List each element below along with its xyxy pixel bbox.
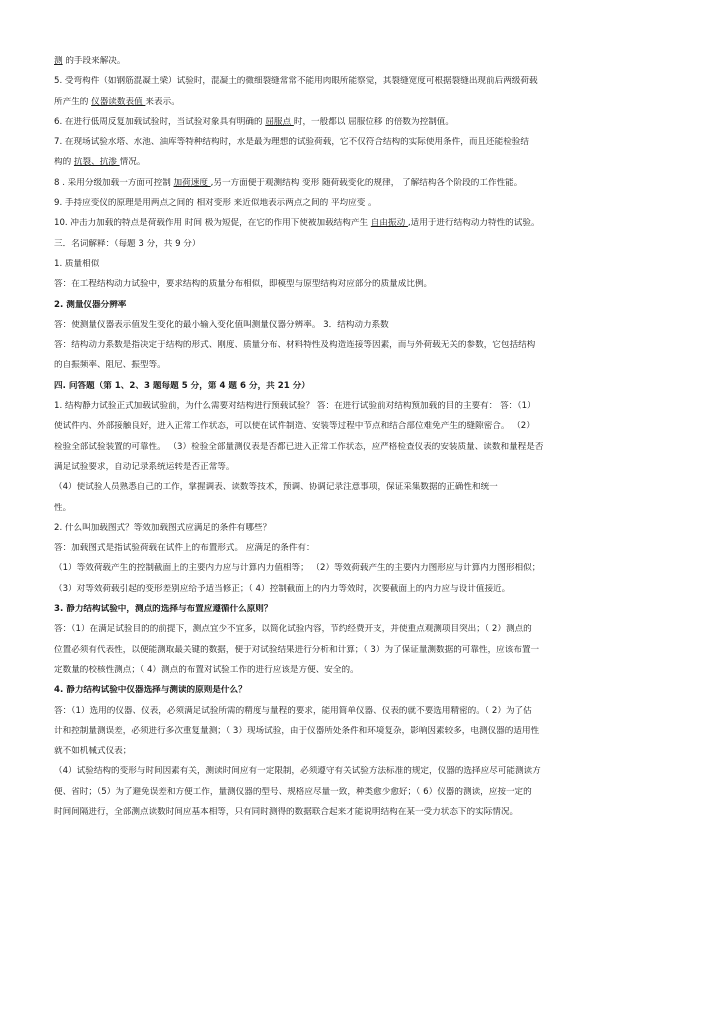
text-line xyxy=(54,685,672,696)
text-run: （4）试验结构的变形与时间因素有关，测读时间应有一定限制，必须遵守有关试验方法标准的规定，仪器的选择应尽可能测读方 xyxy=(54,766,541,777)
text-run: 就不如机械式仪表； xyxy=(54,746,132,757)
text-run: 时，一般都以 屈服位移 的倍数为控制值。 xyxy=(293,116,454,127)
text-line xyxy=(54,218,672,229)
text-run: 答：结构动力系数是指决定于结构的形式、刚度、质量分布、材料特性及构造连接等因素，而与外荷载无关的参数，它包括结构 xyxy=(54,340,536,351)
text-run: 来表示。 xyxy=(145,96,180,107)
text-run: 8 . 采用分级加载一方面可控制 xyxy=(54,177,174,188)
text-line xyxy=(54,543,672,554)
text-line xyxy=(54,624,672,635)
text-run: 答：（1）在满足试验目的的前提下，测点宜少不宜多，以简化试验内容，节约经费开支，并使重点观测项目突出；（ 2）测点的 xyxy=(54,624,532,635)
text-run: 3. 静力结构试验中，测点的选择与布置应遵循什么原则？ xyxy=(54,604,273,615)
text-line xyxy=(54,807,672,818)
text-line xyxy=(54,360,672,371)
text-line xyxy=(54,645,672,656)
text-run: 答：加载图式是指试验荷载在试件上的布置形式。 应满足的条件有： xyxy=(54,543,315,554)
text-run: 使试件内、外部接触良好，进入正常工作状态，可以使在试件制造、安装等过程中节点和结合部位难免产生的缝隙密合。 （2） xyxy=(54,421,535,432)
text-run: 5. 受弯构件（如钢筋混凝土梁）试验时，混凝土的微细裂缝常常不能用肉眼所能察觉，其裂缝宽度可根据裂缝出现前后两级荷载 xyxy=(54,76,538,87)
text-run: 性。 xyxy=(54,502,72,513)
text-line xyxy=(54,746,672,757)
text-run: 四. 问答题（第 1、2、3 题每题 5 分，第 4 题 6 分，共 21 分） xyxy=(54,380,310,391)
text-line xyxy=(54,97,672,108)
text-run: 答：（1）选用的仪器、仪表，必须满足试验所需的精度与量程的要求，能用简单仪器、仪表的就不要选用精密的。（ 2）为了估 xyxy=(54,705,532,716)
text-line xyxy=(54,462,672,473)
text-line xyxy=(54,76,672,87)
text-line xyxy=(54,442,672,453)
text-run: （1）等效荷载产生的控制截面上的主要内力应与计算内力值相等； （2）等效荷载产生的主要内力图形应与计算内力图形相似； xyxy=(54,563,541,574)
text-line xyxy=(54,239,672,250)
text-line xyxy=(54,665,672,676)
text-line xyxy=(54,523,672,534)
text-line xyxy=(54,482,672,493)
text-run: 的自振频率、阻尼、振型等。 xyxy=(54,360,166,371)
text-run: 答：在工程结构动力试验中，要求结构的质量分布相似，即模型与原型结构对应部分的质量成比例。 xyxy=(54,279,433,290)
text-line xyxy=(54,340,672,351)
text-run: 满足试验要求，自动记录系统运转是否正常等。 xyxy=(54,461,235,472)
underlined-answer: 仪器读数表值 xyxy=(91,96,146,107)
text-line xyxy=(54,279,672,290)
underlined-answer: 抗裂、抗渗 xyxy=(73,157,120,168)
underlined-answer: 加荷速度 xyxy=(173,177,211,188)
text-run: 情况。 xyxy=(119,157,146,168)
text-run: 9. 手持应变仪的原理是用两点之间的 相对变形 来近似地表示两点之间的 平均应变 。 xyxy=(54,198,377,209)
text-line xyxy=(54,320,672,331)
text-line xyxy=(54,178,672,189)
text-run: （3）对等效荷载引起的变形差别应给予适当修正；（ 4）控制截面上的内力等效时，次要截面上的内力应与设计值接近。 xyxy=(54,583,511,594)
text-line xyxy=(54,401,672,412)
text-line xyxy=(54,259,672,270)
text-run: 时间间隔进行，全部测点读数时间应基本相等，只有同时测得的数据联合起来才能说明结构在某一受力状态下的实际情况。 xyxy=(54,806,519,817)
text-run: 位置必须有代表性，以便能测取最关键的数据，便于对试验结果进行分析和计算；（ 3）为了保证量测数据的可靠性，应该布置一 xyxy=(54,644,540,655)
text-line xyxy=(54,137,672,148)
text-run: 答：使测量仪器表示值发生变化的最小输入变化值叫测量仪器分辨率。 3．结构动力系数 xyxy=(54,319,389,330)
text-run: 2. 测量仪器分辨率 xyxy=(54,299,127,310)
underlined-answer: 自由振动 xyxy=(370,218,408,229)
text-line xyxy=(54,766,672,777)
text-line xyxy=(54,726,672,737)
underlined-answer: 屈服点 xyxy=(265,116,294,127)
text-line xyxy=(54,198,672,209)
text-run: 6. 在进行低周反复加载试验时，当试验对象具有明确的 xyxy=(54,116,266,127)
text-line xyxy=(54,381,672,392)
text-line xyxy=(54,56,672,67)
text-run: 构的 xyxy=(54,157,74,168)
text-run: 2. 什么叫加载图式？等效加载图式应满足的条件有哪些？ xyxy=(54,522,272,533)
text-run: 三．名词解释：（每题 3 分，共 9 分） xyxy=(54,238,201,249)
text-line xyxy=(54,787,672,798)
text-line xyxy=(54,300,672,311)
text-line xyxy=(54,117,672,128)
text-run: 的手段来解决。 xyxy=(62,56,126,66)
text-run: 检验全部试验装置的可靠性。 （3）检验全部量测仪表是否都已进入正常工作状态，应严格检查仪表的安装质量、读数和量程是否 xyxy=(54,441,544,452)
text-run: ,另一方面便于观测结构 变形 随荷载变化的规律， 了解结构各个阶段的工作性能。 xyxy=(210,177,523,188)
text-line xyxy=(54,563,672,574)
text-run: 所产生的 xyxy=(54,96,92,107)
text-run: 7. 在现场试验水塔、水池、油库等特种结构时，水是最为理想的试验荷载，它不仅符合结构的实际使用条件，而且还能检验结 xyxy=(54,137,529,148)
text-run: 10. 冲击力加载的特点是荷载作用 时间 极为短促，在它的作用下使被加载结构产生 xyxy=(54,218,371,229)
text-run: 定数量的校核性测点；（ 4）测点的布置对试验工作的进行应该是方便、安全的。 xyxy=(54,664,359,675)
text-run: 计和控制量测误差，必须进行多次重复量测；（ 3）现场试验，由于仪器所处条件和环境复杂，影响因素较多，电测仪器的适用性 xyxy=(54,725,540,736)
text-run: ,适用于进行结构动力特性的试验。 xyxy=(407,218,540,229)
text-run: 1. 质量相似 xyxy=(54,258,100,269)
underlined-answer: 测 xyxy=(54,56,63,66)
text-run: 便、省时；（5）为了避免误差和方便工作，量测仪器的型号、规格应尽量一致，种类愈少愈好；（ 6）仪器的测读，应按一定的 xyxy=(54,786,532,797)
text-run: 1. 结构静力试验正式加载试验前，为什么需要对结构进行预载试验？ 答：在进行试验前对结构预加载的目的主要有： 答：（1） xyxy=(54,401,536,412)
text-line xyxy=(54,584,672,595)
document-page xyxy=(54,56,672,827)
text-run: （4）使试验人员熟悉自己的工作，掌握调表、读数等技术，预调、协调记录注意事项，保证采集数据的正确性和统一 xyxy=(54,482,498,493)
text-line xyxy=(54,421,672,432)
text-line xyxy=(54,706,672,717)
text-line xyxy=(54,604,672,615)
text-run: 4. 静力结构试验中仪器选择与测读的原则是什么？ xyxy=(54,685,247,696)
text-line xyxy=(54,157,672,168)
text-line xyxy=(54,503,672,514)
